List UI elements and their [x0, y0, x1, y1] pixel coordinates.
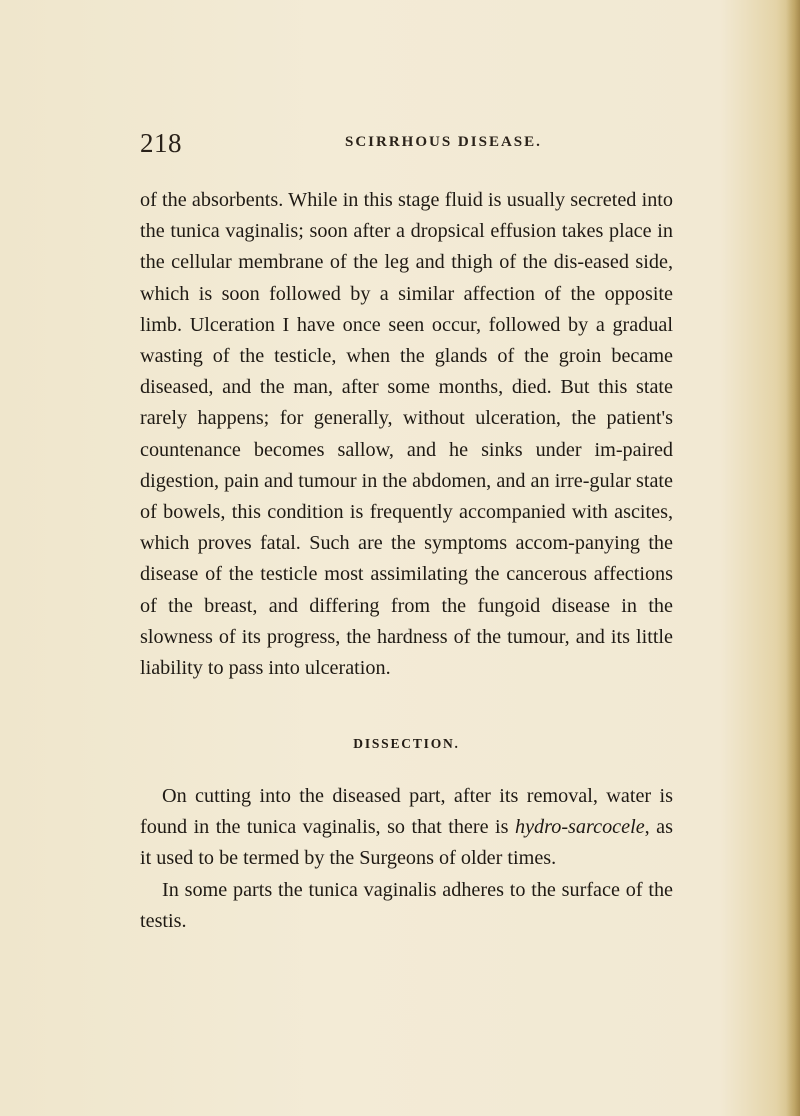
paragraph-2-italic-term: hydro-sarcocele: [514, 816, 645, 839]
page-edge-shadow: [786, 0, 800, 1116]
page-header: [140, 128, 670, 162]
dissection-text: [140, 781, 673, 937]
paragraph-1: of the absorbents. While in this stage fluid is usually secreted into the tunica vaginalis; soon after a dropsical effusion takes place in the cellular membrane of the leg and thigh of the dis-eased side, which is soon followed by a similar affection of the opposite limb. Ulceration I have once seen occur, followed by a gradual wasting of the testicle, when the glands of the groin became diseased, and the man, after some months, died. But this state rarely happens; for generally, without ulceration, the patient's countenance becomes sallow, and he sinks under im-paired digestion, pain and tumour in the abdomen, and an irre-gular state of bowels, this condition is frequently accompanied with ascites, which proves fatal. Such are the symptoms accom-panying the disease of the testicle most assimilating the cancerous affections of the breast, and differing from the fungoid disease in the slowness of its progress, the hardness of the tumour, and its little liability to pass into ulceration.: [140, 189, 673, 680]
body-text: [140, 185, 673, 684]
paragraph-3: In some parts the tunica vaginalis adheres to the surface of the testis.: [140, 878, 673, 932]
paragraph-2-after: , as it used to be termed by the Surgeons of older times.: [140, 816, 673, 870]
paragraph-2-before: On cutting into the diseased part, after its removal, water is found in the tunica vaginalis, so that there is: [140, 785, 673, 839]
page-number: 218: [140, 128, 182, 158]
paragraph-2: [140, 781, 673, 875]
section-heading: DISSECTION.: [353, 736, 460, 751]
running-head: SCIRRHOUS DISEASE.: [345, 134, 542, 150]
